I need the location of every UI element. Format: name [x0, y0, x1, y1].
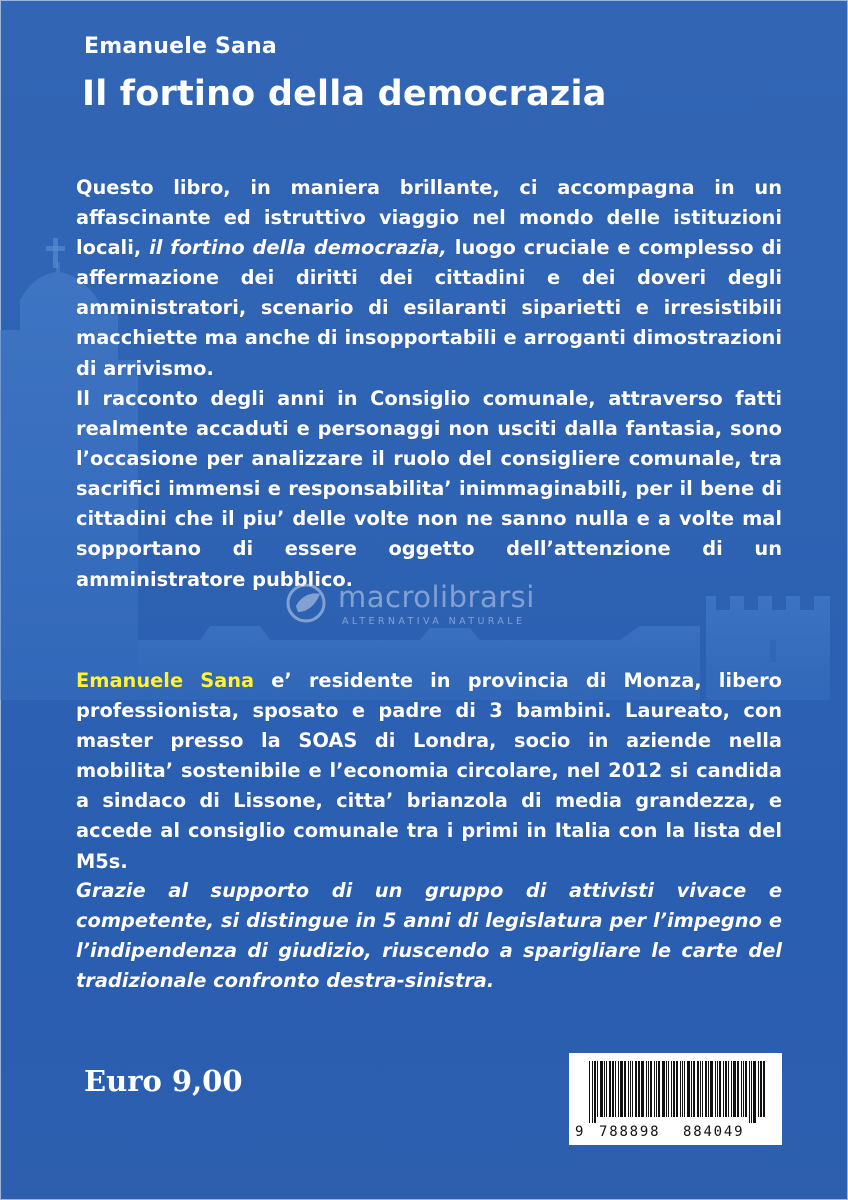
- barcode-bar: [630, 1061, 631, 1117]
- barcode-lead-digit: 9: [575, 1124, 584, 1140]
- barcode-bar: [658, 1061, 660, 1117]
- barcode-group-1: 788898: [599, 1124, 661, 1140]
- barcode-digits: [569, 1124, 782, 1142]
- barcode-bar: [684, 1061, 685, 1117]
- barcode-bar: [615, 1061, 616, 1117]
- barcode-bar: [612, 1061, 614, 1117]
- barcode-bar: [589, 1061, 590, 1123]
- cross-horizontal: [46, 246, 65, 251]
- barcode-bar: [682, 1061, 683, 1117]
- barcode-bar: [719, 1061, 721, 1117]
- barcode-bar: [618, 1061, 619, 1117]
- barcode-group-2: 884049: [683, 1124, 745, 1140]
- barcode-bar: [687, 1061, 690, 1117]
- macrolibrarsi-watermark: [282, 580, 582, 630]
- watermark-name: macrolibrarsi: [338, 580, 535, 614]
- barcode-bar: [717, 1061, 718, 1117]
- barcode-bar: [620, 1061, 623, 1117]
- barcode-bar: [609, 1061, 611, 1117]
- blurb-p1-italic: il fortino della democrazia,: [149, 236, 447, 260]
- blurb-paragraph-2: Il racconto degli anni in Consiglio comunale, attraverso fatti realmente accaduti e personaggi non usciti dalla fantasia, sono l’occasione per analizzare il ruolo del consigliere comunale, tra sacrifici immensi e responsabilita’ inimmaginabili, per il bene di cittadini che il piu’ delle volte non ne sanno nulla e a volte mal sopportano di essere oggetto dell’attenzione di un amministratore pubblico.: [76, 387, 782, 591]
- barcode-bar: [635, 1061, 637, 1117]
- barcode-bar: [708, 1061, 709, 1117]
- barcode-bar: [737, 1061, 739, 1117]
- barcode-bar: [676, 1061, 678, 1117]
- barcode-bar: [751, 1061, 752, 1123]
- barcode-bar: [641, 1061, 644, 1117]
- barcode-bar: [702, 1061, 703, 1117]
- barcode-bar: [604, 1061, 605, 1117]
- barcode-bar: [743, 1061, 744, 1117]
- barcode-bar: [624, 1061, 626, 1117]
- barcode-bar: [760, 1061, 762, 1117]
- barcode-bar: [648, 1061, 649, 1117]
- barcode-bar: [758, 1061, 759, 1117]
- barcode-bar: [654, 1061, 655, 1117]
- author-bio: [76, 666, 782, 877]
- blurb-p1-start: Questo libro, in maniera brillante, ci accompagna in un affascinante ed istruttivo viaggio nel mondo delle istituzioni locali,: [76, 176, 782, 260]
- barcode-bar: [700, 1061, 701, 1117]
- author-bio-italic: Grazie al supporto di un gruppo di attivisti vivace e competente, si distingue in 5 anni di legislatura per l’impegno e l’indipendenza di giudizio, riuscendo a sparigliare le carte del tradizionale confronto destra-sinistra.: [76, 879, 782, 993]
- barcode-bar: [632, 1061, 633, 1117]
- barcode-bar: [763, 1061, 765, 1117]
- barcode-bar: [731, 1061, 732, 1117]
- barcode-bar: [753, 1061, 756, 1123]
- author-name: Emanuele Sana: [84, 34, 277, 59]
- barcode-bar: [638, 1061, 640, 1117]
- bio-author-name: Emanuele Sana: [76, 669, 255, 692]
- barcode-bar: [592, 1061, 593, 1123]
- blurb-p1-end: luogo cruciale e complesso di affermazione dei diritti dei cittadini e dei doveri degli amministratori, scenario di esilaranti siparietti e irresistibili macchiette ma anche di insopportabili e arroganti dimostrazioni di arrivismo.: [76, 236, 782, 380]
- tower-window: [770, 640, 776, 662]
- barcode-bar: [710, 1061, 713, 1117]
- barcode-bar: [749, 1061, 750, 1123]
- barcode-bar: [650, 1061, 652, 1117]
- barcode-bar: [680, 1061, 681, 1117]
- barcode-bar: [668, 1061, 669, 1117]
- barcode-bars: [575, 1061, 776, 1123]
- cross-vertical: [53, 238, 58, 268]
- watermark-tagline: ALTERNATIVA NATURALE: [342, 616, 526, 627]
- leaf-logo-icon: [282, 582, 330, 624]
- barcode-bar: [662, 1061, 665, 1117]
- price-label: Euro 9,00: [84, 1064, 243, 1098]
- barcode-bar: [723, 1061, 724, 1117]
- isbn-barcode: [569, 1053, 782, 1145]
- barcode-bar: [691, 1061, 692, 1117]
- barcode-bar: [656, 1061, 657, 1117]
- barcode-bar: [666, 1061, 667, 1117]
- barcode-bar: [705, 1061, 707, 1117]
- blurb-paragraph-1: [76, 173, 782, 384]
- barcode-bar: [671, 1061, 672, 1117]
- book-title: Il fortino della democrazia: [82, 74, 607, 114]
- barcode-bar: [646, 1061, 647, 1117]
- barcode-bar: [597, 1061, 598, 1117]
- barcode-bar: [741, 1061, 742, 1117]
- bio-text: e’ residente in provincia di Monza, libero professionista, sposato e padre di 3 bambini. Laureato, con master presso la SOAS di Londra, socio in aziende nella mobilita’ sostenibile e l’economia circolare, nel 2012 si candida a sindaco di Lissone, citta’ brianzola di media grandezza, e accede al consiglio comunale tra i primi in Italia con la lista del M5s.: [76, 669, 782, 873]
- barcode-bar: [594, 1061, 596, 1123]
- barcode-bar: [697, 1061, 699, 1117]
- barcode-bar: [728, 1061, 729, 1117]
- barcode-bar: [693, 1061, 695, 1117]
- barcode-bar: [600, 1061, 603, 1117]
- barcode-bar: [745, 1061, 747, 1117]
- barcode-bar: [733, 1061, 736, 1117]
- barcode-bar: [673, 1061, 675, 1117]
- barcode-bar: [715, 1061, 716, 1117]
- barcode-bar: [606, 1061, 607, 1117]
- barcode-bar: [725, 1061, 727, 1117]
- barcode-bar: [628, 1061, 629, 1117]
